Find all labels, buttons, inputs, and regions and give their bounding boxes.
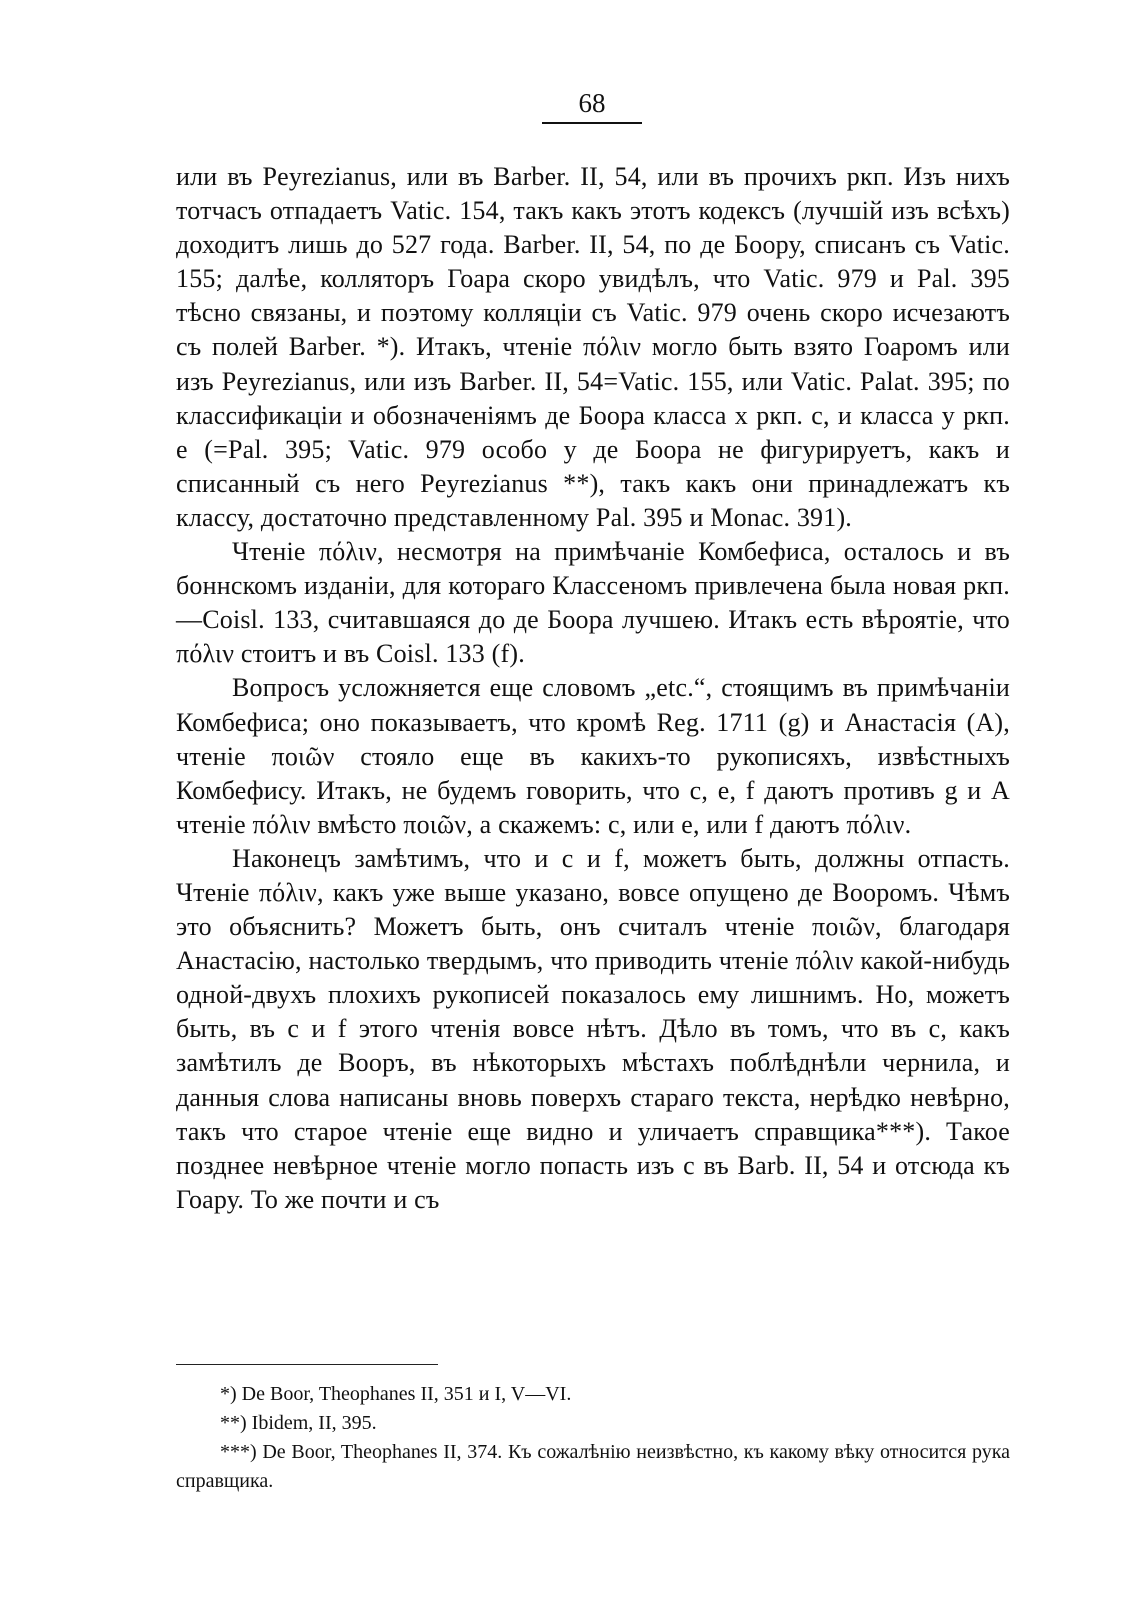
paragraph: Вопросъ усложняется еще словомъ „etc.“, стоящимъ въ примѣчаніи Комбефиса; оно показываетъ, что кромѣ Reg. 1711 (g) и Анастасія (A), чтеніе ποιῶν стояло еще въ какихъ-то рукописяхъ, извѣстныхъ Комбефису. Итакъ, не будемъ говорить, что c, e, f даютъ противъ g и A чтеніе πόλιν вмѣсто ποιῶν, а скажемъ: c, или e, или f даютъ πόλιν. — [176, 673, 1010, 839]
paragraph: Чтеніе πόλιν, несмотря на примѣчаніе Комбефиса, осталось и въ боннскомъ изданіи, для котораго Классеномъ привлечена была новая ркп.—Coisl. 133, считавшаяся до де Боора лучшею. Итакъ есть вѣроятіе, что πόλιν стоитъ и въ Coisl. 133 (f). — [176, 537, 1010, 669]
footnote-separator — [176, 1364, 438, 1365]
paragraph: Наконецъ замѣтимъ, что и c и f, можетъ быть, должны отпасть. Чтеніе πόλιν, какъ уже выше указано, вовсе опущено де Booромъ. Чѣмъ это объяснить? Можетъ быть, онъ считалъ чтеніе ποιῶν, благодаря Анастасію, настолько твердымъ, что приводить чтеніе πόλιν какой-нибудь одной-двухъ плохихъ рукописей показалось ему лишнимъ. Но, можетъ быть, въ c и f этого чтенія вовсе нѣтъ. Дѣло въ томъ, что въ c, какъ замѣтилъ де Booръ, въ нѣкоторыхъ мѣстахъ поблѣднѣли чернила, и данныя слова написаны вновь поверхъ стараго текста, нерѣдко невѣрно, такъ что старое чтеніе еще видно и уличаетъ справщика***). Такое позднее невѣрное чтеніе могло попасть изъ c въ Barb. II, 54 и отсюда къ Гоару. То же почти и съ — [176, 843, 1010, 1214]
footnote: ***) De Boor, Theophanes II, 374. Къ сожалѣнію неизвѣстно, къ какому вѣку относится рука справщика. — [176, 1441, 1010, 1492]
main-text — [176, 160, 1010, 1217]
paragraph: или въ Peyrezianus, или въ Barber. II, 54, или въ прочихъ ркп. Изъ нихъ тотчасъ отпадаетъ Vatic. 154, такъ какъ этотъ кодексъ (лучшій изъ всѣхъ) доходитъ лишь до 527 года. Barber. II, 54, по де Боору, списанъ съ Vatic. 155; далѣе, колляторъ Гоара скоро увидѣлъ, что Vatic. 979 и Pal. 395 тѣсно связаны, и поэтому колляціи съ Vatic. 979 очень скоро исчезаютъ съ полей Barber. *). Итакъ, чтеніе πόλιν могло быть взято Гоаромъ или изъ Peyrezianus, или изъ Barber. II, 54=Vatic. 155, или Vatic. Palat. 395; по классификаціи и обозначеніямъ де Боора класса x ркп. c, и класса y ркп. e (=Pal. 395; Vatic. 979 особо у де Боора не фигурируетъ, какъ и списанный съ него Peyrezianus **), такъ какъ они принадлежатъ къ классу, достаточно представленному Pal. 395 и Monac. 391). — [176, 162, 1010, 532]
page-number: 68 — [578, 88, 606, 118]
footnote: **) Ibidem, II, 395. — [220, 1412, 377, 1434]
page-number-underline — [542, 122, 642, 124]
footnote: *) De Boor, Theophanes II, 351 и I, V—VI. — [220, 1383, 572, 1405]
footnotes — [176, 1380, 1010, 1496]
